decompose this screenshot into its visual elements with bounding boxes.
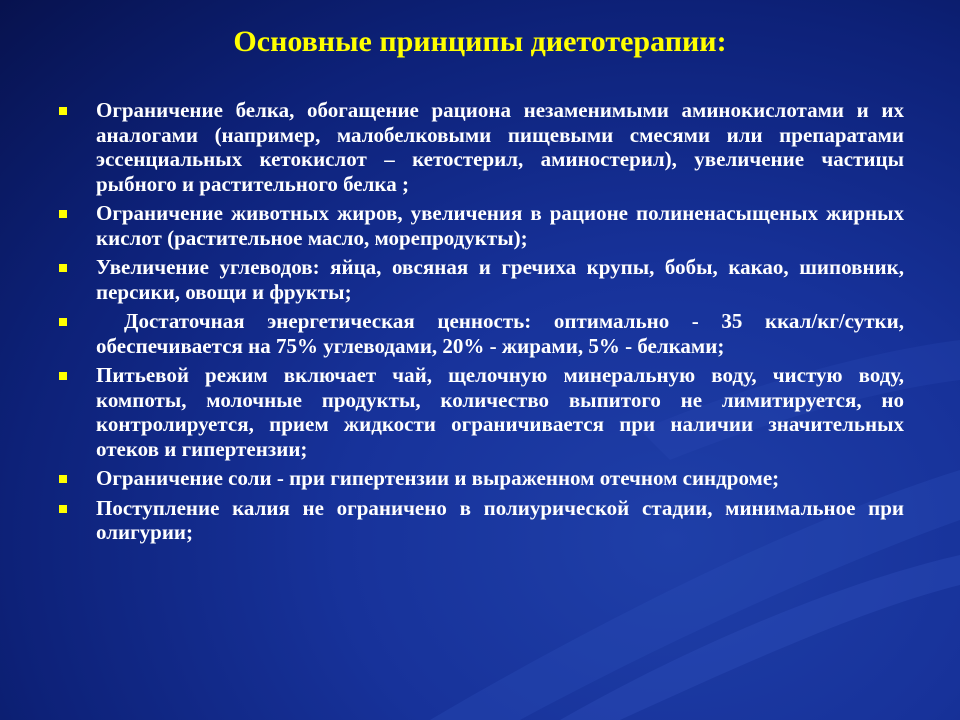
yellow-square-bullet-icon bbox=[59, 264, 67, 272]
slide-title: Основные принципы диетотерапии: bbox=[233, 25, 727, 58]
bullet-text: Достаточная энергетическая ценность: оптимально - 35 ккал/кг/сутки, обеспечивается на 75% углеводами, 20% - жирами, 5% - белками; bbox=[96, 309, 904, 358]
bullet-text: Ограничение белка, обогащение рациона незаменимыми аминокислотами и их аналогами (например, малобелковыми пищевыми смесями или препаратами эссенциальных кетокислот – кетостерил, аминостерил), увеличение частицы рыбного и растительного белка ; bbox=[96, 98, 904, 196]
yellow-square-bullet-icon bbox=[59, 475, 67, 483]
bullet-text: Питьевой режим включает чай, щелочную минеральную воду, чистую воду, компоты, молочные продукты, количество выпитого не лимитируется, но контролируется, прием жидкости ограничивается при наличии значительных отеков и гипертензии; bbox=[96, 363, 904, 461]
bullet-text: Ограничение животных жиров, увеличения в рационе полиненасыщеных жирных кислот (растительное масло, морепродукты); bbox=[96, 201, 904, 250]
bullet-item bbox=[58, 466, 904, 491]
bullet-item bbox=[58, 255, 904, 304]
yellow-square-bullet-icon bbox=[59, 505, 67, 513]
yellow-square-bullet-icon bbox=[59, 372, 67, 380]
bullet-item bbox=[58, 309, 904, 358]
bullet-item bbox=[58, 496, 904, 545]
bullet-text: Ограничение соли - при гипертензии и выраженном отечном синдроме; bbox=[96, 466, 780, 490]
bullet-item bbox=[58, 363, 904, 461]
yellow-square-bullet-icon bbox=[59, 107, 67, 115]
bullet-text: Поступление калия не ограничено в полиурической стадии, минимальное при олигурии; bbox=[96, 495, 904, 544]
bullet-text: Увеличение углеводов: яйца, овсяная и гречиха крупы, бобы, какао, шиповник, персики, овощи и фрукты; bbox=[96, 255, 904, 304]
bullet-list bbox=[58, 98, 904, 550]
bullet-item bbox=[58, 98, 904, 196]
yellow-square-bullet-icon bbox=[59, 210, 67, 218]
bullet-item bbox=[58, 201, 904, 250]
yellow-square-bullet-icon bbox=[59, 318, 67, 326]
